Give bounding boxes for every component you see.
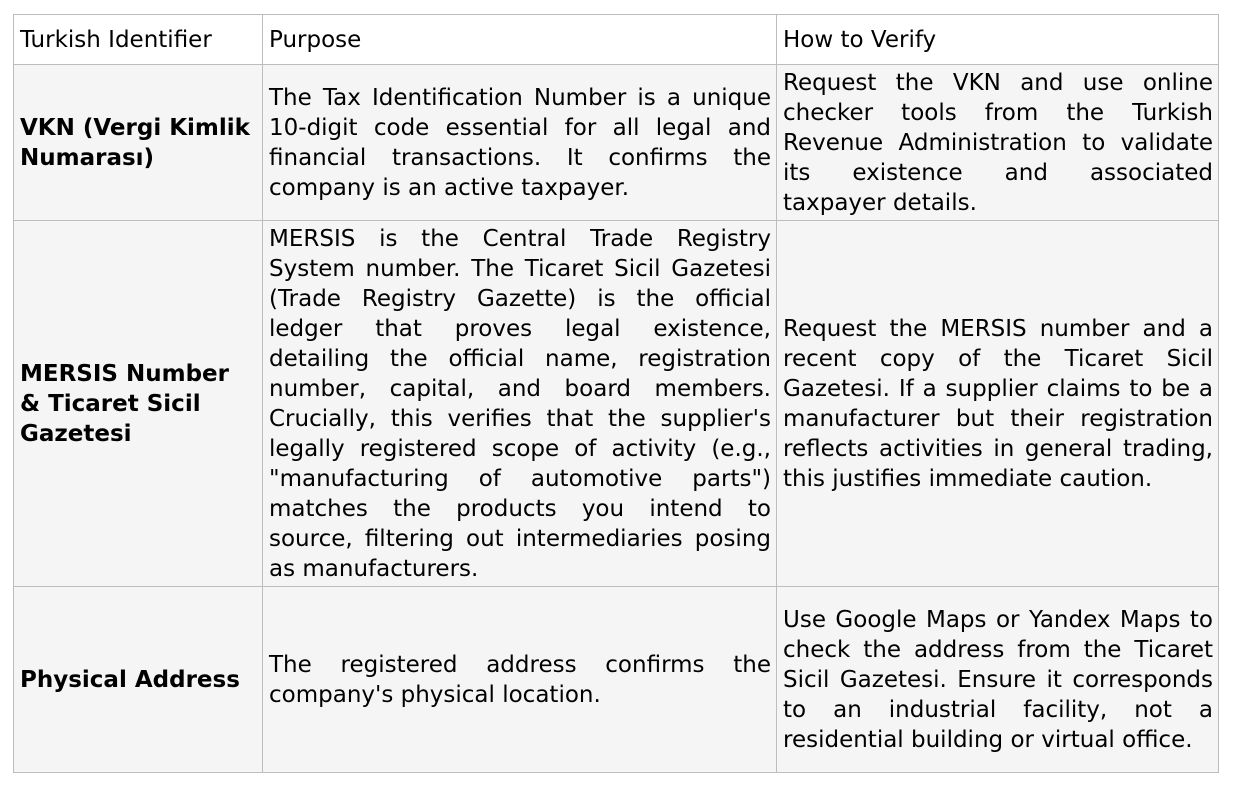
header-purpose: Purpose [263, 15, 777, 65]
table-row-vkn [14, 65, 1219, 221]
purpose-cell: MERSIS is the Central Trade Registry System number. The Ticaret Sicil Gazetesi (Trade Registry Gazette) is the official ledger that proves legal existence, detailing the official name, registration number, capital, and board members. Crucially, this verifies that the supplier's legally registered scope of activity (e.g., "manufacturing of automotive parts") matches the products you intend to source, filtering out intermediaries posing as manufacturers. [263, 221, 777, 587]
verify-cell: Use Google Maps or Yandex Maps to check the address from the Ticaret Sicil Gazetesi. Ensure it corresponds to an industrial facility, not a residential building or virtual office. [777, 587, 1219, 773]
purpose-cell: The registered address confirms the company's physical location. [263, 587, 777, 773]
identifier-cell: MERSIS Number & Ticaret Sicil Gazetesi [14, 221, 263, 587]
header-turkish-identifier: Turkish Identifier [14, 15, 263, 65]
header-row [14, 15, 1219, 65]
identifier-cell: Physical Address [14, 587, 263, 773]
table-row-physical-address [14, 587, 1219, 773]
verification-table [13, 14, 1219, 773]
verify-cell: Request the MERSIS number and a recent copy of the Ticaret Sicil Gazetesi. If a supplier claims to be a manufacturer but their registration reflects activities in general trading, this justifies immediate caution. [777, 221, 1219, 587]
identifier-cell: VKN (Vergi Kimlik Numarası) [14, 65, 263, 221]
header-how-to-verify: How to Verify [777, 15, 1219, 65]
purpose-cell: The Tax Identification Number is a unique 10-digit code essential for all legal and financial transactions. It confirms the company is an active taxpayer. [263, 65, 777, 221]
table-row-mersis [14, 221, 1219, 587]
verify-cell: Request the VKN and use online checker tools from the Turkish Revenue Administration to validate its existence and associated taxpayer details. [777, 65, 1219, 221]
